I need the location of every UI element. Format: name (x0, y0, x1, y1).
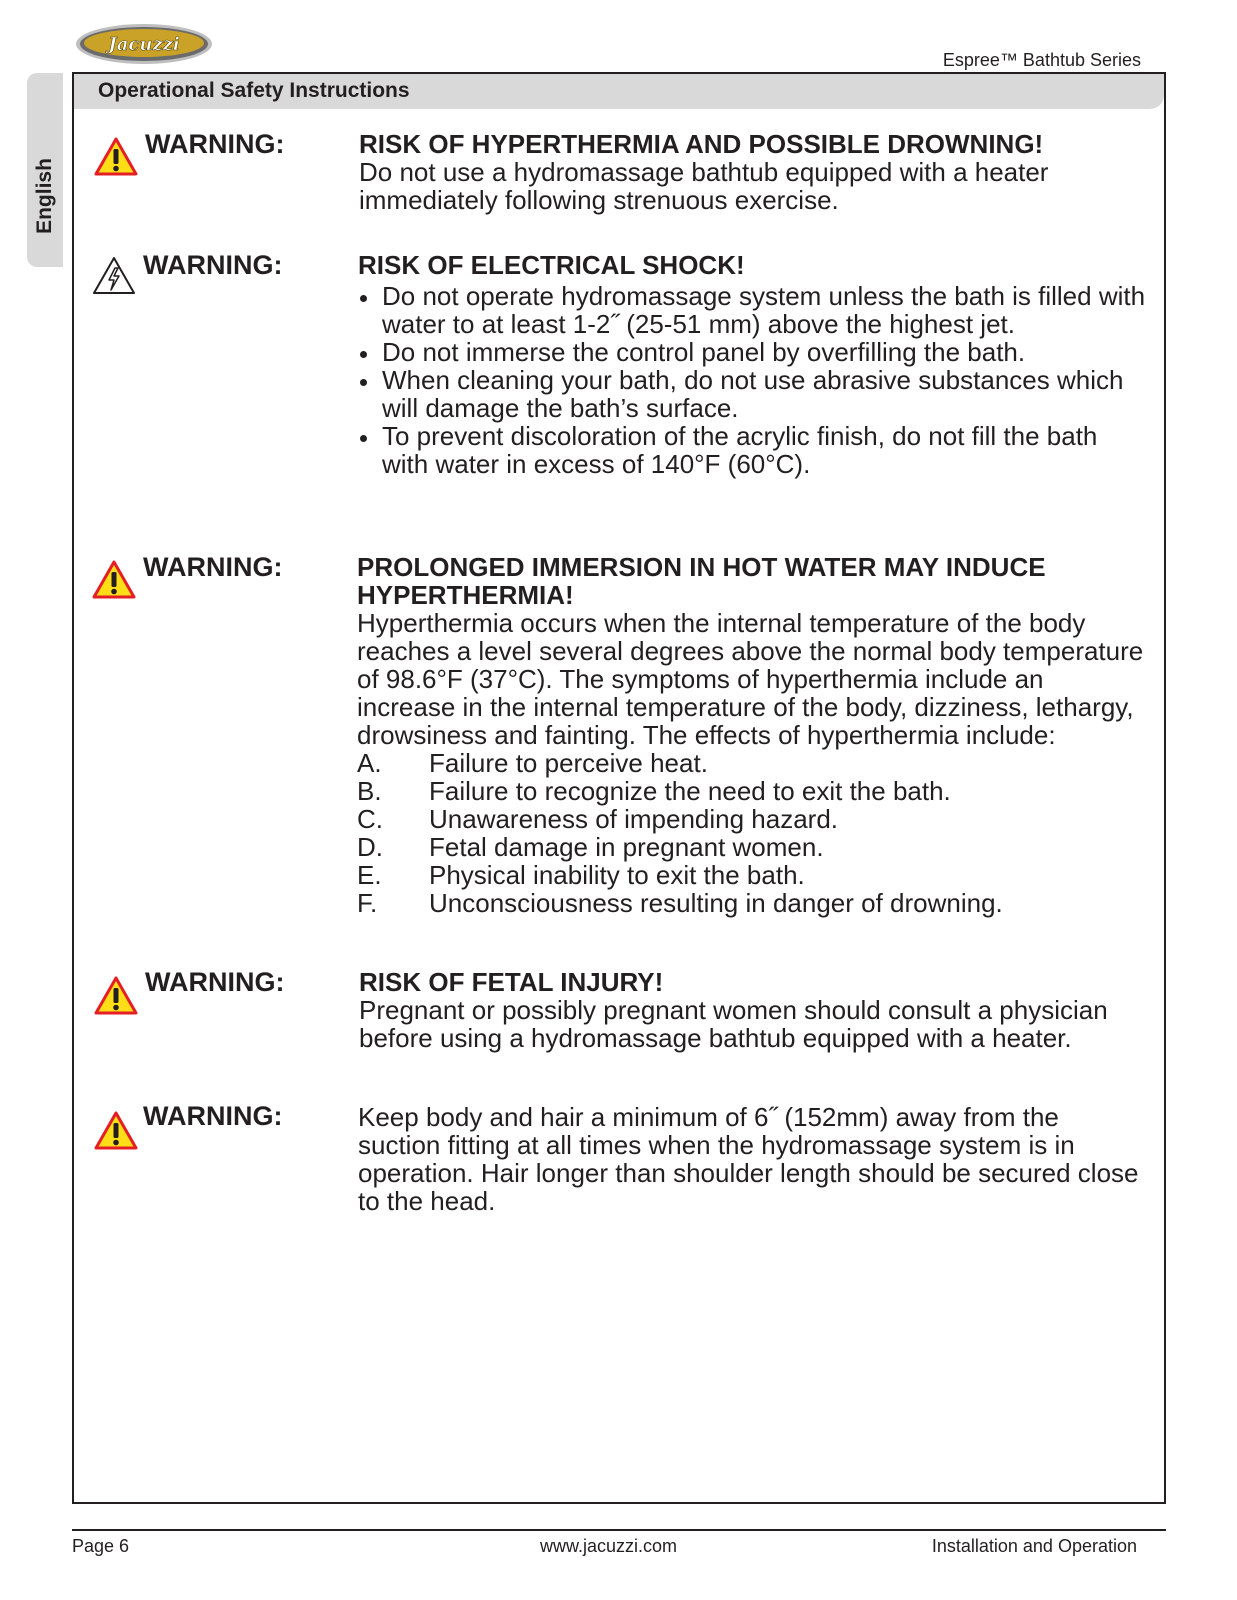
logo-text: Jacuzzi (108, 34, 180, 55)
effect-letter: F. (357, 888, 378, 918)
warning-fetal-injury (359, 968, 1144, 1052)
warning-label: WARNING: (143, 1101, 283, 1131)
jacuzzi-logo (74, 22, 214, 66)
warning-heading: PROLONGED IMMERSION IN HOT WATER MAY INDUCE HYPERTHERMIA! (357, 552, 1046, 610)
effect-item (357, 777, 1147, 805)
caution-triangle-icon (92, 560, 136, 600)
warning-heading: RISK OF FETAL INJURY! (359, 967, 664, 997)
effect-text: Unconsciousness resulting in danger of drowning. (429, 888, 1003, 918)
warning-body: Hyperthermia occurs when the internal temperature of the body reaches a level several degrees above the normal body temperature of 98.6°F (37°C). The symptoms of hyperthermia include an increase in the internal temperature of the body, dizziness, lethargy, drowsiness and fainting. The effects of hyperthermia include: (357, 608, 1144, 750)
language-tab-label: English (33, 158, 56, 234)
effect-letter: D. (357, 832, 383, 862)
caution-triangle-icon (94, 976, 138, 1016)
electrical-hazard-icon (92, 256, 136, 296)
warning-label: WARNING: (145, 129, 285, 159)
effect-item (357, 749, 1147, 777)
warning-label: WARNING: (143, 250, 283, 280)
effect-letter: E. (357, 860, 382, 890)
effect-item (357, 833, 1147, 861)
bullet-item: Do not immerse the control panel by overfilling the bath. (358, 338, 1148, 366)
warning-heading: RISK OF ELECTRICAL SHOCK! (358, 250, 745, 280)
series-title: Espree™ Bathtub Series (942, 50, 1141, 70)
effects-list (357, 749, 1147, 917)
warning-suction-fitting (358, 1103, 1143, 1215)
warning-label: WARNING: (143, 552, 283, 582)
footer-url[interactable]: www.jacuzzi.com (540, 1536, 678, 1556)
effect-letter: A. (357, 748, 382, 778)
effect-letter: B. (357, 776, 382, 806)
effect-text: Fetal damage in pregnant women. (429, 832, 824, 862)
effect-text: Unawareness of impending hazard. (429, 804, 839, 834)
effect-text: Physical inability to exit the bath. (429, 860, 805, 890)
section-title: Operational Safety Instructions (98, 79, 410, 102)
caution-triangle-icon (94, 137, 138, 177)
warning-heading: RISK OF HYPERTHERMIA AND POSSIBLE DROWNING! (359, 129, 1044, 159)
warning-hyperthermia-drowning (359, 130, 1149, 214)
bullet-item: When cleaning your bath, do not use abrasive substances which will damage the bath’s surface. (358, 366, 1148, 422)
footer-divider (72, 1529, 1166, 1531)
warning-label: WARNING: (145, 967, 285, 997)
warning-body: Keep body and hair a minimum of 6˝ (152mm) away from the suction fitting at all times when the hydromassage system is in operation. Hair longer than shoulder length should be secured close to the head. (358, 1102, 1139, 1216)
footer-document-title: Installation and Operation (931, 1536, 1137, 1556)
effect-letter: C. (357, 804, 383, 834)
effect-item (357, 861, 1147, 889)
warning-bullet-list (358, 282, 1148, 478)
caution-triangle-icon (94, 1111, 138, 1151)
warning-body: Do not use a hydromassage bathtub equipped with a heater immediately following strenuous exercise. (359, 157, 1049, 215)
effect-item (357, 805, 1147, 833)
page-number: Page 6 (72, 1536, 130, 1556)
effect-text: Failure to recognize the need to exit the bath. (429, 776, 951, 806)
effect-item (357, 889, 1147, 917)
effect-text: Failure to perceive heat. (429, 748, 708, 778)
warning-electrical-shock (358, 251, 1148, 478)
bullet-item: To prevent discoloration of the acrylic finish, do not fill the bath with water in excess of 140°F (60°C). (358, 422, 1148, 478)
warning-body: Pregnant or possibly pregnant women should consult a physician before using a hydromassage bathtub equipped with a heater. (359, 995, 1108, 1053)
bullet-item: Do not operate hydromassage system unless the bath is filled with water to at least 1-2˝ (25-51 mm) above the highest jet. (358, 282, 1148, 338)
warning-prolonged-immersion (357, 553, 1147, 917)
